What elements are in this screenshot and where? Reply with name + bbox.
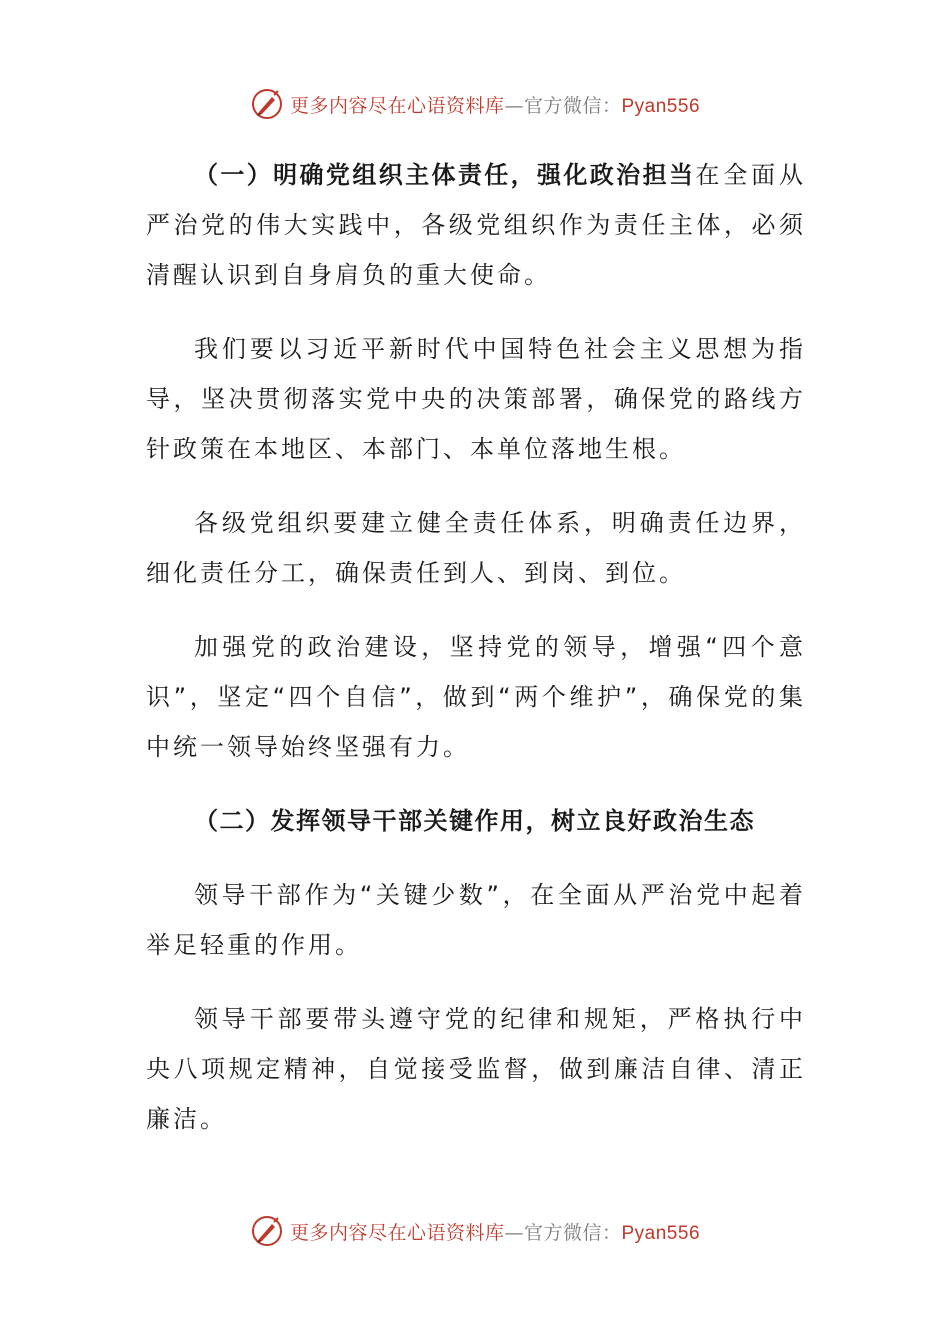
watermark-dash: — — [504, 1221, 524, 1244]
watermark-label: 官方微信： — [523, 94, 622, 117]
paragraph: 我们要以习近平新时代中国特色社会主义思想为指导，坚决贯彻落实党中央的决策部署，确保党的路线方针政策在本地区、本部门、本单位落地生根。 — [146, 335, 806, 463]
watermark-id: Pyan556 — [621, 95, 701, 117]
paragraph: 领导干部作为“关键少数”，在全面从严治党中起着举足轻重的作用。 — [146, 881, 806, 959]
section1-intro: 在全面从严治党的伟大实践中，各级党组织作为责任主体，必须清醒认识到自身肩负的重大使命。 — [146, 161, 807, 289]
paragraph: 领导干部要带头遵守党的纪律和规矩，严格执行中央八项规定精神，自觉接受监督，做到廉洁自律、清正廉洁。 — [146, 1005, 806, 1133]
watermark-text: 更多内容尽在心语资料库 — [289, 94, 505, 117]
document-body — [146, 150, 806, 1168]
watermark-text: 更多内容尽在心语资料库 — [289, 1221, 505, 1244]
watermark-dash: — — [504, 94, 524, 117]
paragraph: 加强党的政治建设，坚持党的领导，增强“四个意识”，坚定“四个自信”，做到“两个维护”，确保党的集中统一领导始终坚强有力。 — [146, 633, 806, 761]
section2-title: （二）发挥领导干部关键作用，树立良好政治生态 — [194, 807, 755, 835]
watermark-label: 官方微信： — [523, 1221, 622, 1244]
footer-watermark — [0, 1213, 950, 1249]
paragraph: 各级党组织要建立健全责任体系，明确责任边界，细化责任分工，确保责任到人、到岗、到位。 — [146, 509, 806, 587]
watermark-id: Pyan556 — [621, 1222, 701, 1244]
section1-paragraph — [146, 150, 806, 300]
header-watermark — [0, 86, 950, 122]
pen-circle-logo-icon — [250, 1214, 284, 1248]
pen-circle-logo-icon — [250, 87, 284, 121]
section1-title: （一）明确党组织主体责任，强化政治担当 — [194, 161, 696, 189]
